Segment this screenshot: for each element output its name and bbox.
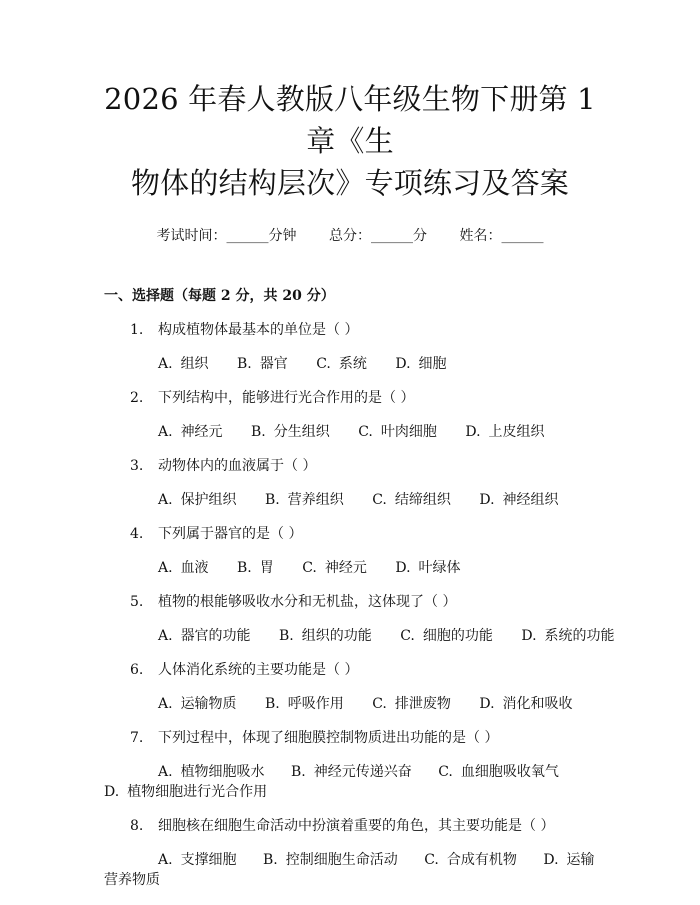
option-letter: B. [251, 424, 266, 440]
title-line-2: 物体的结构层次》专项练习及答案 [130, 166, 569, 200]
option-d [104, 784, 267, 800]
option-b [237, 354, 288, 374]
question-text: 构成植物体最基本的单位是（ ） [158, 322, 359, 338]
exam-time [157, 226, 297, 246]
option-letter: C. [358, 424, 373, 440]
option-text: 叶肉细胞 [380, 424, 437, 440]
option-letter: C. [372, 492, 387, 508]
option-a [158, 626, 251, 646]
question-stem [104, 728, 596, 748]
option-text: 合成有机物 [446, 852, 517, 868]
option-text: 消化和吸收 [502, 696, 573, 712]
name-blank: ______ [501, 228, 544, 244]
time-blank: ______ [226, 228, 269, 244]
option-d [479, 694, 572, 714]
option-a [158, 852, 237, 868]
option-letter: A. [158, 764, 173, 780]
option-text: 结缔组织 [394, 492, 451, 508]
option-c [424, 852, 517, 868]
option-text: 保护组织 [180, 492, 237, 508]
option-a [158, 558, 209, 578]
option-d [395, 558, 460, 578]
option-b [265, 490, 344, 510]
option-text: 上皮组织 [488, 424, 545, 440]
option-text: 分生组织 [273, 424, 330, 440]
option-letter: A. [158, 628, 173, 644]
option-letter: D. [104, 784, 120, 800]
option-text: 植物细胞进行光合作用 [127, 784, 268, 800]
option-d [395, 354, 446, 374]
option-b [263, 852, 398, 868]
option-letter: B. [263, 852, 278, 868]
question-6 [104, 660, 596, 714]
option-letter: A. [158, 696, 173, 712]
option-text: 运输物质 [180, 696, 237, 712]
option-letter: C. [316, 356, 331, 372]
option-text: 血液 [180, 560, 209, 576]
option-letter: D. [543, 852, 559, 868]
student-name [459, 226, 543, 246]
question-3 [104, 456, 596, 510]
option-letter: B. [265, 696, 280, 712]
option-text: 神经组织 [502, 492, 559, 508]
question-number: 1. [130, 322, 144, 338]
option-text: 植物细胞吸水 [180, 764, 265, 780]
option-text: 神经元 [324, 560, 367, 576]
question-7 [104, 728, 596, 802]
option-b [265, 694, 344, 714]
option-text: 呼吸作用 [287, 696, 344, 712]
question-list [104, 320, 615, 890]
option-letter: B. [265, 492, 280, 508]
option-text: 胃 [259, 560, 274, 576]
option-text: 运输营养物质 [104, 852, 595, 888]
option-text: 组织的功能 [301, 628, 372, 644]
option-text: 血细胞吸收氧气 [460, 764, 559, 780]
question-4 [104, 524, 596, 578]
option-letter: C. [424, 852, 439, 868]
score-label: 总分： [329, 228, 371, 244]
option-letter: C. [302, 560, 317, 576]
option-letter: D. [479, 696, 495, 712]
question-number: 7. [130, 730, 144, 746]
option-letter: D. [465, 424, 481, 440]
option-text: 神经元 [180, 424, 223, 440]
question-number: 4. [130, 526, 144, 542]
page-title [104, 0, 596, 204]
option-c [438, 764, 559, 780]
question-1 [104, 320, 596, 374]
option-letter: D. [395, 356, 411, 372]
question-text: 下列属于器官的是（ ） [158, 526, 303, 542]
exam-meta [104, 226, 596, 246]
option-a [158, 422, 223, 442]
option-c [372, 694, 451, 714]
option-letter: B. [237, 560, 252, 576]
time-label: 考试时间： [156, 228, 227, 244]
option-text: 系统的功能 [544, 628, 615, 644]
section-heading: 一、选择题（每题 2 分，共 20 分） [104, 288, 335, 304]
option-c [302, 558, 367, 578]
question-number: 5. [130, 594, 144, 610]
option-row [104, 422, 596, 442]
option-letter: A. [158, 852, 173, 868]
question-text: 植物的根能够吸收水分和无机盐，这体现了（ ） [158, 594, 457, 610]
option-c [358, 422, 437, 442]
option-a [158, 490, 237, 510]
option-text: 控制细胞生命活动 [285, 852, 398, 868]
option-letter: A. [158, 492, 173, 508]
option-text: 排泄废物 [394, 696, 451, 712]
option-b [251, 422, 330, 442]
option-letter: C. [400, 628, 415, 644]
option-letter: B. [279, 628, 294, 644]
option-letter: C. [438, 764, 453, 780]
option-b [237, 558, 274, 578]
option-text: 细胞的功能 [422, 628, 493, 644]
question-stem [104, 320, 596, 340]
option-text: 营养组织 [287, 492, 344, 508]
option-row [104, 762, 596, 802]
question-number: 2. [130, 390, 144, 406]
option-letter: A. [158, 424, 173, 440]
question-stem [104, 388, 596, 408]
option-text: 支撑细胞 [180, 852, 237, 868]
option-c [316, 354, 367, 374]
question-number: 6. [130, 662, 144, 678]
option-letter: D. [521, 628, 537, 644]
name-label: 姓名： [459, 228, 502, 244]
option-b [279, 626, 372, 646]
question-text: 人体消化系统的主要功能是（ ） [158, 662, 359, 678]
option-b [291, 764, 412, 780]
option-text: 细胞 [418, 356, 447, 372]
option-row [104, 558, 596, 578]
option-row [104, 626, 615, 646]
option-c [372, 490, 451, 510]
option-text: 器官的功能 [180, 628, 251, 644]
option-text: 神经元传递兴奋 [313, 764, 412, 780]
option-letter: C. [372, 696, 387, 712]
question-text: 细胞核在细胞生命活动中扮演着重要的角色，其主要功能是（ ） [158, 818, 555, 834]
question-stem [104, 524, 596, 544]
question-5 [104, 592, 615, 646]
option-text: 系统 [338, 356, 367, 372]
question-text: 下列结构中，能够进行光合作用的是（ ） [158, 390, 415, 406]
option-letter: D. [395, 560, 411, 576]
question-text: 下列过程中，体现了细胞膜控制物质进出功能的是（ ） [158, 730, 499, 746]
question-stem [104, 456, 596, 476]
score-unit: 分 [413, 228, 427, 244]
option-letter: A. [158, 560, 173, 576]
question-stem [104, 592, 596, 612]
option-row [104, 694, 596, 714]
option-text: 组织 [180, 356, 209, 372]
option-row [104, 490, 596, 510]
option-a [158, 354, 209, 374]
question-8 [104, 816, 596, 890]
total-score [329, 226, 427, 246]
option-a [158, 694, 237, 714]
question-stem [104, 816, 596, 836]
time-unit: 分钟 [268, 228, 297, 244]
option-text: 器官 [259, 356, 288, 372]
title-line-1: 2026 年春人教版八年级生物下册第 1 章《生 [104, 82, 596, 158]
option-d [479, 490, 558, 510]
option-d [465, 422, 544, 442]
option-d [521, 626, 614, 646]
question-number: 8. [130, 818, 144, 834]
option-c [400, 626, 493, 646]
question-2 [104, 388, 596, 442]
option-letter: B. [291, 764, 306, 780]
option-row [104, 850, 596, 890]
option-letter: B. [237, 356, 252, 372]
question-text: 动物体内的血液属于（ ） [158, 458, 317, 474]
option-row [104, 354, 596, 374]
question-stem [104, 660, 596, 680]
score-blank: ______ [371, 228, 413, 244]
option-letter: D. [479, 492, 495, 508]
option-text: 叶绿体 [418, 560, 461, 576]
option-letter: A. [158, 356, 173, 372]
question-number: 3. [130, 458, 144, 474]
option-a [158, 764, 265, 780]
